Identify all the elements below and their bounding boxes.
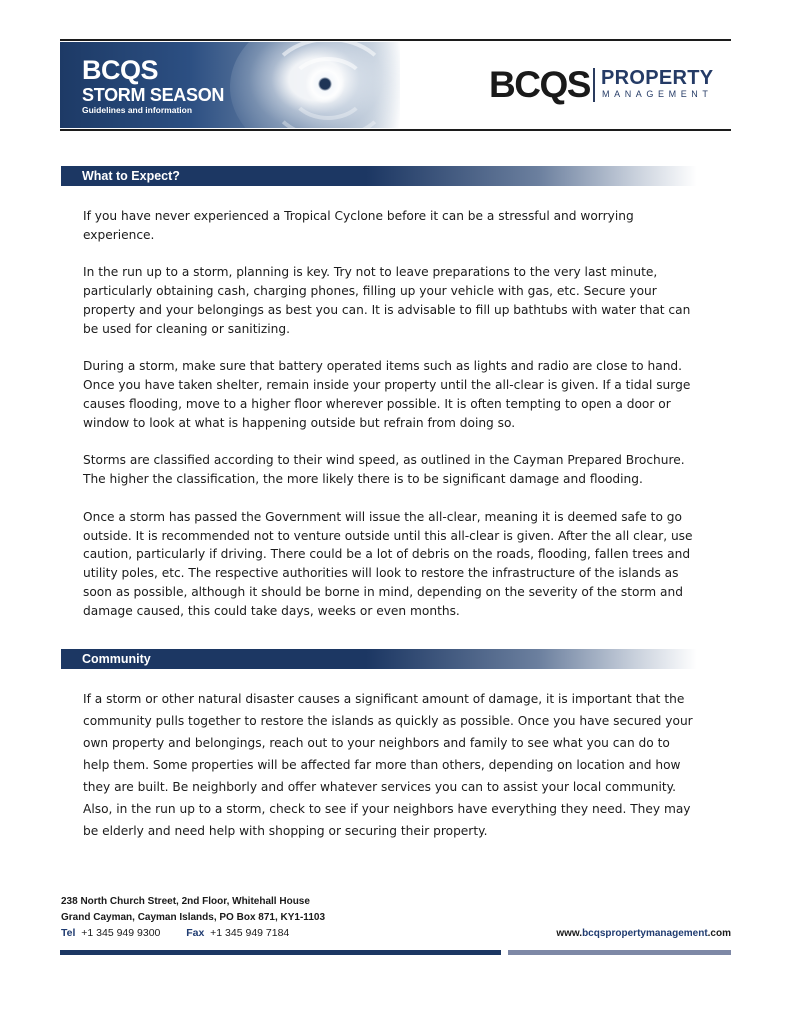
website-link[interactable] <box>556 928 731 940</box>
section-header-what-to-expect <box>61 166 697 186</box>
hurricane-swirl-inner <box>288 57 368 120</box>
website-prefix: www. <box>556 928 583 939</box>
tel-value: +1 345 949 9300 <box>81 927 161 939</box>
tel-label: Tel <box>61 927 76 939</box>
paragraph: Once a storm has passed the Government will issue the all-clear, meaning it is deemed safe to go outside. It is recommended not to venture outside until this all-clear is given. After the all clear, use caution, particularly if driving. There could be a lot of debris on the roads, flooding, fallen trees and utility poles, etc. The respective authorities will look to restore the infrastructure of the islands as soon as possible, although it should be borne in mind, depending on the severity of the storm and damage caused, this could take days, weeks or even months. <box>83 509 693 618</box>
logo-wordmark: BCQS <box>489 64 590 105</box>
website-suffix: .com <box>707 928 731 939</box>
footer-bar-right <box>508 950 731 955</box>
fax-value: +1 345 949 7184 <box>210 927 290 939</box>
paragraph: If you have never experienced a Tropical Cyclone before it can be a stressful and worrying experience. <box>83 209 634 242</box>
website-brand: bcqspropertymanagement <box>582 928 708 939</box>
banner-tagline: Guidelines and information <box>82 105 193 115</box>
banner-title: BCQS <box>82 55 159 85</box>
fax-label: Fax <box>186 927 205 939</box>
paragraph: In the run up to a storm, planning is key. Try not to leave preparations to the very last minute, particularly obtaining cash, charging phones, filling up your vehicle with gas, etc. Secure your property and your belongings as best you can. It is advisable to fill up bathtubs with water that can be used for cleaning or sanitizing. <box>83 265 691 336</box>
footer-contact <box>61 927 289 939</box>
header-top-rule <box>60 39 731 41</box>
paragraph: Storms are classified according to their wind speed, as outlined in the Cayman Prepared Brochure. The higher the classification, the more likely there is to be significant damage and flooding. <box>83 453 685 487</box>
logo-property: PROPERTY <box>601 67 714 89</box>
header-bottom-rule <box>60 129 731 131</box>
section-body-what-to-expect <box>83 207 698 639</box>
paragraph: If a storm or other natural disaster causes a significant amount of damage, it is important that the community pulls together to restore the islands as quickly as possible. Once you have secured your own property and belongings, reach out to your neighbors and family to see what you can do to help them. Some properties will be affected far more than others, depending on location and how they are built. Be neighborly and offer whatever services you can to assist your local community. Also, in the run up to a storm, check to see if your neighbors have everything they need. They may be elderly and need help with shopping or securing their property. <box>83 692 693 838</box>
paragraph: During a storm, make sure that battery operated items such as lights and radio are close to hand. Once you have taken shelter, remain inside your property until the all-clear is given. If a tidal surge causes flooding, move to a higher floor wherever possible. It is often tempting to open a door or window to look at what is happening outside but refrain from doing so. <box>83 359 691 430</box>
footer-address-line-1: 238 North Church Street, 2nd Floor, Whitehall House <box>61 896 310 907</box>
section-body-community <box>83 688 698 842</box>
section-header-community <box>61 649 697 669</box>
section-title: What to Expect? <box>82 169 180 183</box>
banner-subtitle: STORM SEASON <box>82 85 225 105</box>
logo-management: MANAGEMENT <box>602 89 713 99</box>
footer-bar-left <box>60 950 501 955</box>
section-title: Community <box>82 652 151 666</box>
logo-divider <box>593 68 595 102</box>
storm-season-banner <box>60 42 400 128</box>
footer-address-line-2: Grand Cayman, Cayman Islands, PO Box 871, KY1-1103 <box>61 912 326 923</box>
